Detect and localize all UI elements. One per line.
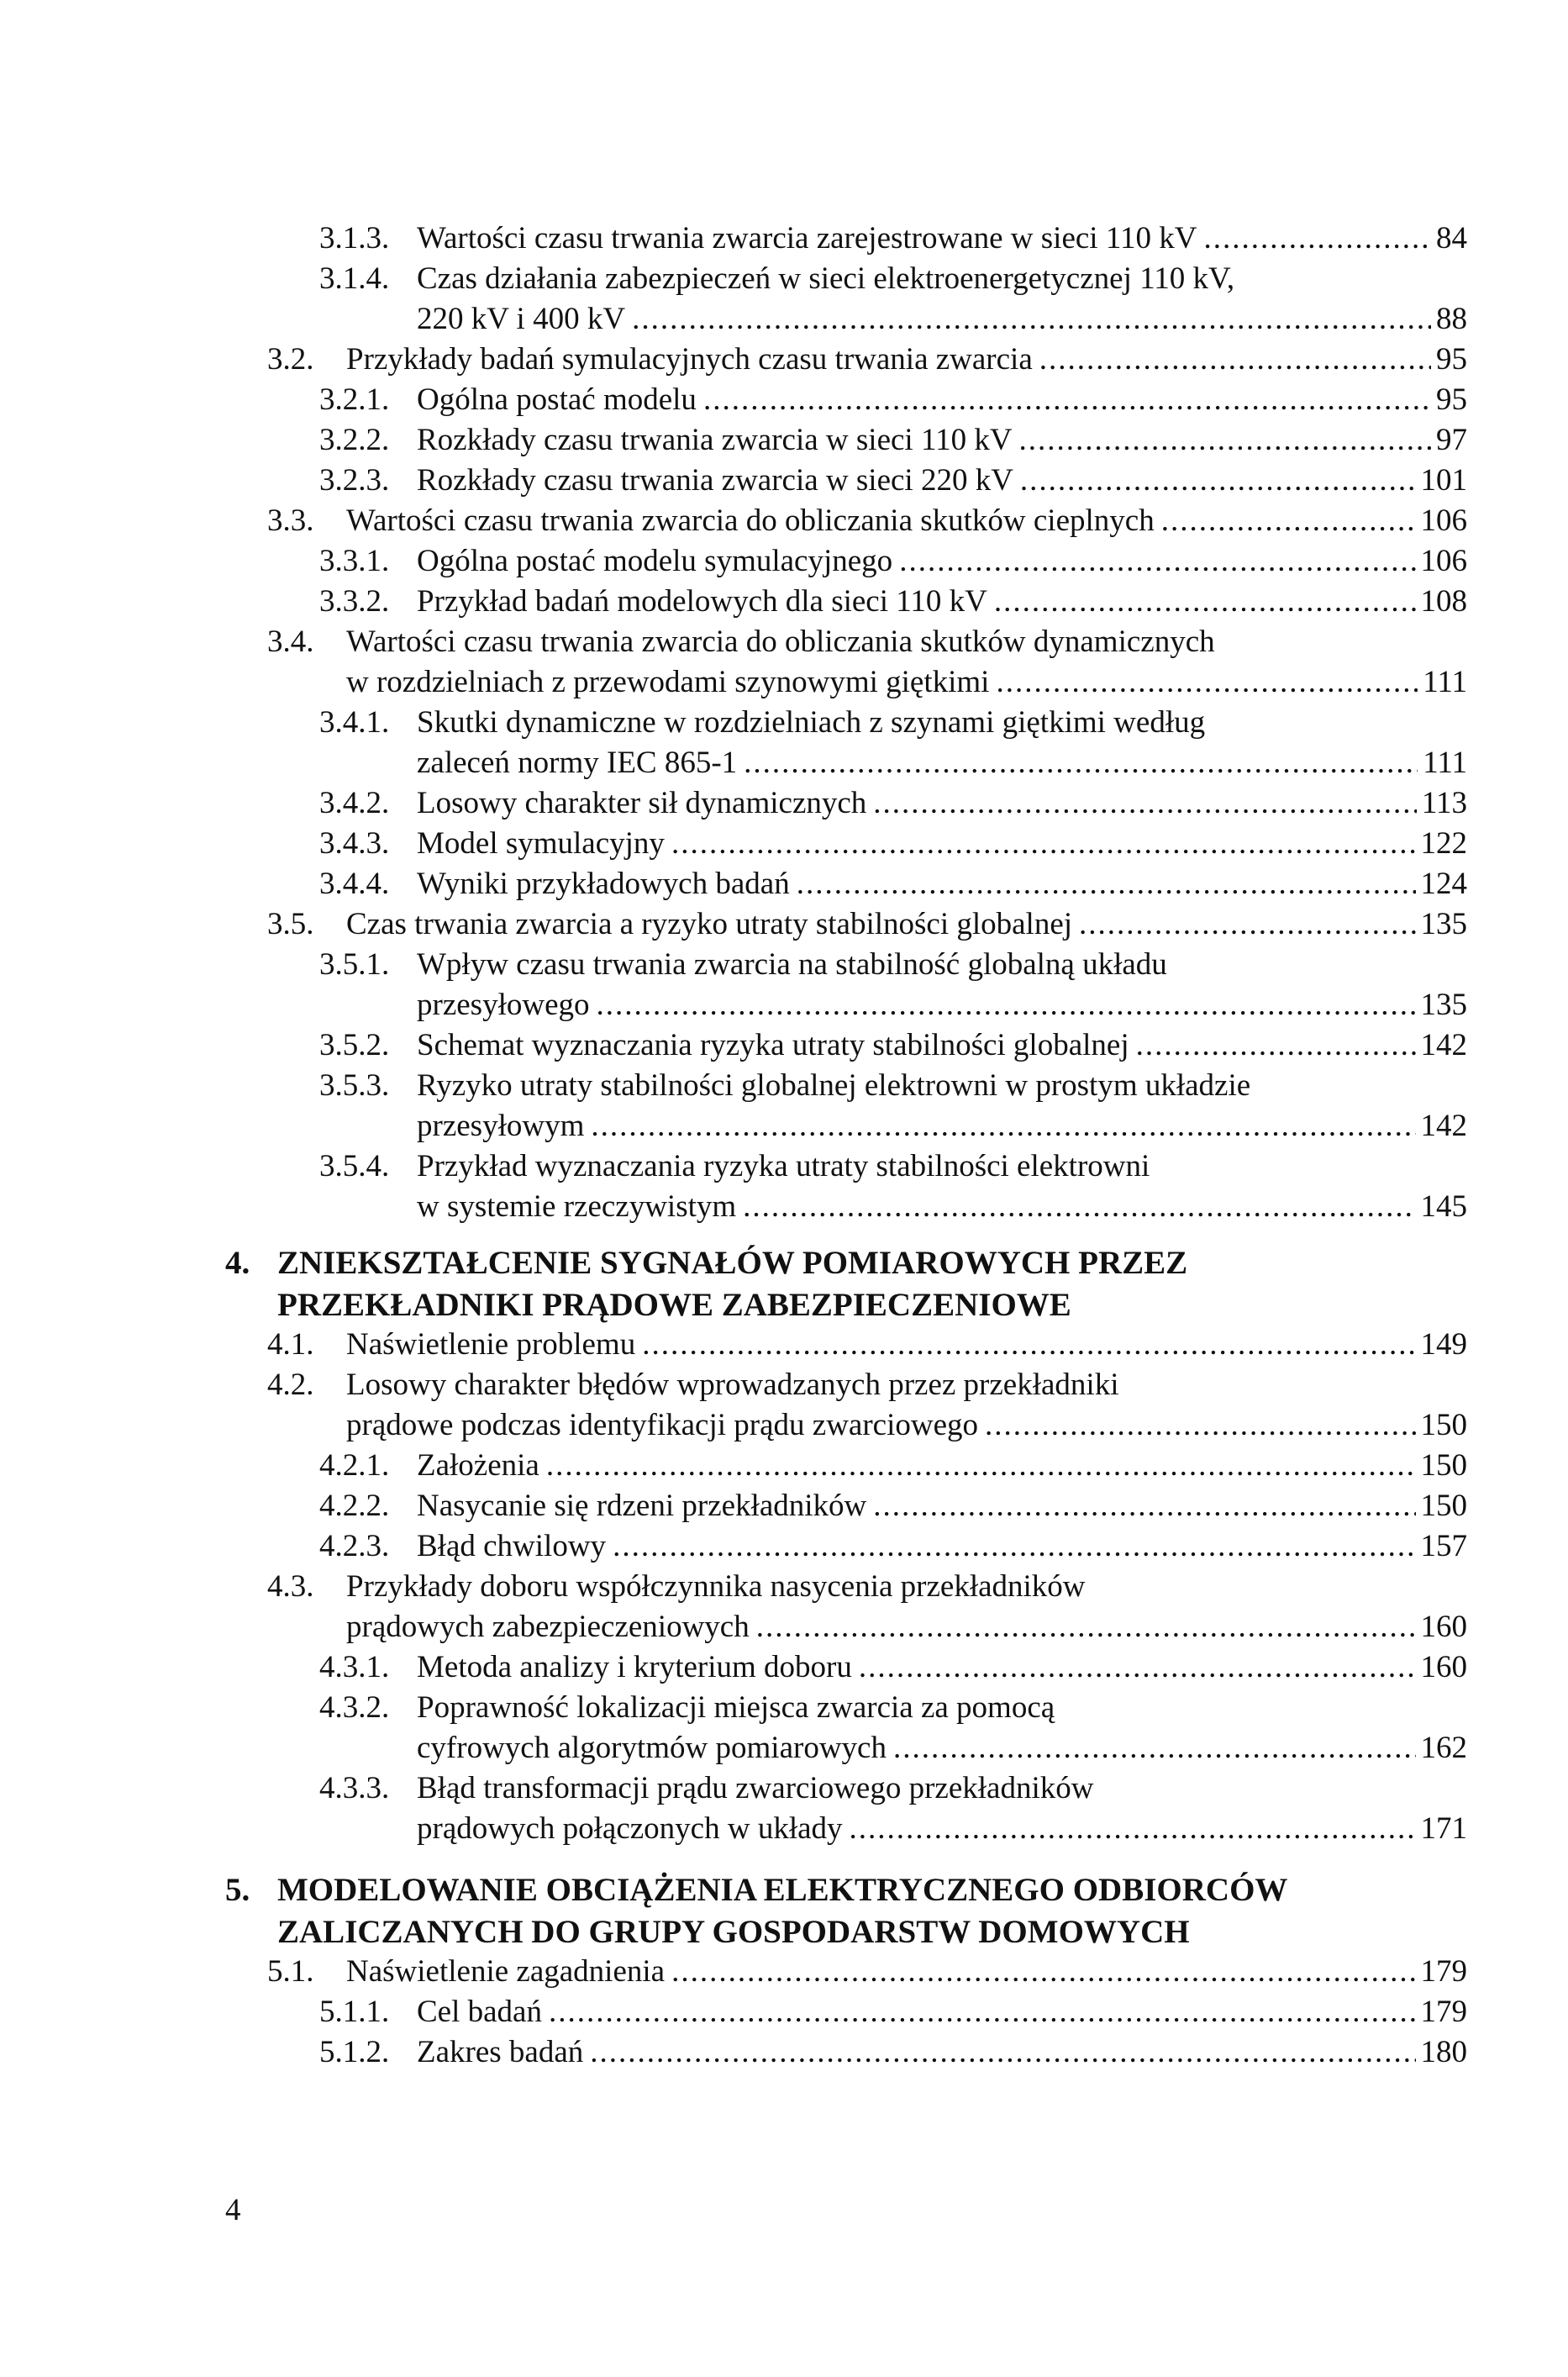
toc-number: 5.1.2. xyxy=(319,2035,390,2069)
toc-number: 3.5.2. xyxy=(319,1028,390,1062)
toc-entry xyxy=(0,662,1568,703)
toc-title: cyfrowych algorytmów pomiarowych xyxy=(417,1731,887,1765)
toc-title: Naświetlenie zagadnienia xyxy=(346,1954,666,1989)
toc-entry xyxy=(0,541,1568,582)
toc-title: Czas działania zabezpieczeń w sieci elektroenergetycznej 110 kV, xyxy=(417,261,1235,296)
toc-number: 4.1. xyxy=(267,1327,314,1362)
toc-number: 4.3.1. xyxy=(319,1650,390,1684)
toc-leader-dots xyxy=(859,1647,1416,1688)
toc-leader-dots xyxy=(850,1809,1416,1849)
toc-entry xyxy=(0,1365,1568,1405)
toc-entry xyxy=(0,1405,1568,1446)
toc-page-number: 150 xyxy=(1420,1489,1467,1523)
toc-number: 3.4.3. xyxy=(319,826,390,861)
toc-title: MODELOWANIE OBCIĄŻENIA ELEKTRYCZNEGO ODBIORCÓW xyxy=(277,1872,1288,1908)
toc-title: Skutki dynamiczne w rozdzielniach z szynami giętkimi według xyxy=(417,705,1206,740)
toc-number: 4.2.2. xyxy=(319,1489,390,1523)
toc-title: Wartości czasu trwania zwarcia do obliczania skutków dynamicznych xyxy=(346,625,1215,659)
toc-entry xyxy=(0,1809,1568,1849)
toc-page-number: 179 xyxy=(1420,1995,1467,2029)
toc-number: 5.1.1. xyxy=(319,1995,390,2029)
toc-entry xyxy=(0,2032,1568,2073)
toc-title: Przykłady doboru współczynnika nasycenia przekładników xyxy=(346,1569,1086,1604)
toc-entry xyxy=(0,1647,1568,1688)
toc-title: Ogólna postać modelu symulacyjnego xyxy=(417,544,893,578)
toc-entry xyxy=(0,582,1568,622)
toc-entry xyxy=(0,1146,1568,1187)
toc-leader-dots xyxy=(632,299,1431,340)
toc-leader-dots xyxy=(744,743,1418,783)
toc-page-number: 95 xyxy=(1436,382,1467,417)
toc-page-number: 160 xyxy=(1420,1650,1467,1684)
toc-number: 3.5.3. xyxy=(319,1068,390,1103)
toc-entry xyxy=(0,1446,1568,1486)
toc-leader-dots xyxy=(546,1446,1416,1486)
toc-entry xyxy=(0,380,1568,420)
toc-entry xyxy=(0,1325,1568,1365)
toc-leader-dots xyxy=(756,1607,1416,1647)
toc-number: 3.5.4. xyxy=(319,1149,390,1183)
toc-leader-dots xyxy=(1079,904,1415,945)
toc-leader-dots xyxy=(671,1952,1415,1992)
toc-page-number: 145 xyxy=(1420,1189,1467,1224)
toc-title: Czas trwania zwarcia a ryzyko utraty stabilności globalnej xyxy=(346,907,1073,941)
toc-page-number: 111 xyxy=(1423,665,1467,699)
toc-entry xyxy=(0,985,1568,1025)
toc-leader-dots xyxy=(1019,420,1431,461)
toc-page-number: 135 xyxy=(1420,988,1467,1022)
toc-leader-dots xyxy=(597,985,1416,1025)
toc-number: 5.1. xyxy=(267,1954,314,1989)
toc-page-number: 95 xyxy=(1436,342,1467,377)
toc-number: 4.2.1. xyxy=(319,1448,390,1483)
toc-number: 3.4.1. xyxy=(319,705,390,740)
toc-leader-dots xyxy=(590,2032,1415,2073)
toc-leader-dots xyxy=(642,1325,1415,1365)
toc-title: Ogólna postać modelu xyxy=(417,382,697,417)
toc-title: Naświetlenie problemu xyxy=(346,1327,636,1362)
toc-leader-dots xyxy=(1161,501,1416,541)
toc-title: w systemie rzeczywistym xyxy=(417,1189,737,1224)
toc-entry xyxy=(0,219,1568,259)
toc-entry xyxy=(0,1567,1568,1607)
toc-page-number: 135 xyxy=(1420,907,1467,941)
toc-page-number: 179 xyxy=(1420,1954,1467,1989)
toc-title: Wpływ czasu trwania zwarcia na stabilność globalną układu xyxy=(417,947,1167,982)
toc-page-number: 106 xyxy=(1420,503,1467,538)
toc-title: zaleceń normy IEC 865-1 xyxy=(417,746,738,780)
toc-number: 3.3.1. xyxy=(319,544,390,578)
toc-title: w rozdzielniach z przewodami szynowymi giętkimi xyxy=(346,665,990,699)
toc-title: Nasycanie się rdzeni przekładników xyxy=(417,1489,867,1523)
toc-title: Przykład badań modelowych dla sieci 110 kV xyxy=(417,584,987,619)
toc-entry xyxy=(0,340,1568,380)
toc-page-number: 84 xyxy=(1436,221,1467,256)
toc-leader-dots xyxy=(873,1486,1415,1526)
toc-entry xyxy=(0,299,1568,340)
toc-title: Zakres badań xyxy=(417,2035,584,2069)
toc-title: Przykład wyznaczania ryzyka utraty stabilności elektrowni xyxy=(417,1149,1150,1183)
toc-number: 3.5. xyxy=(267,907,314,941)
toc-entry xyxy=(0,622,1568,662)
toc-entry xyxy=(0,1768,1568,1809)
toc-entry xyxy=(0,1025,1568,1066)
toc-title: ZALICZANYCH DO GRUPY GOSPODARSTW DOMOWYCH xyxy=(277,1914,1190,1950)
toc-entry xyxy=(0,864,1568,904)
toc-page-number: 157 xyxy=(1420,1529,1467,1563)
toc-number: 4. xyxy=(225,1245,250,1281)
toc-leader-dots xyxy=(899,541,1415,582)
toc-title: prądowych zabezpieczeniowych xyxy=(346,1610,750,1644)
toc-page-number: 180 xyxy=(1420,2035,1467,2069)
toc-leader-dots xyxy=(873,783,1417,824)
toc-entry xyxy=(0,1187,1568,1227)
toc-entry xyxy=(0,743,1568,783)
toc-title: Cel badań xyxy=(417,1995,542,2029)
toc-leader-dots xyxy=(1020,461,1416,501)
toc-page-number: 160 xyxy=(1420,1610,1467,1644)
toc-leader-dots xyxy=(549,1992,1416,2032)
toc-number: 4.3. xyxy=(267,1569,314,1604)
toc-number: 4.3.3. xyxy=(319,1771,390,1805)
toc-number: 3.4. xyxy=(267,625,314,659)
toc-entry xyxy=(0,783,1568,824)
toc-title: przesyłowego xyxy=(417,988,590,1022)
toc-number: 3.2.1. xyxy=(319,382,390,417)
toc-page-number: 142 xyxy=(1420,1109,1467,1143)
toc-title: Założenia xyxy=(417,1448,539,1483)
toc-number: 4.2. xyxy=(267,1368,314,1402)
toc-number: 3.2.3. xyxy=(319,463,390,498)
toc-number: 4.3.2. xyxy=(319,1690,390,1725)
toc-entry xyxy=(0,1607,1568,1647)
toc-number: 5. xyxy=(225,1872,250,1908)
toc-entry xyxy=(0,824,1568,864)
toc-entry xyxy=(0,1952,1568,1992)
toc-number: 3.3.2. xyxy=(319,584,390,619)
toc-leader-dots xyxy=(1203,219,1431,259)
toc-title: Wartości czasu trwania zwarcia do obliczania skutków cieplnych xyxy=(346,503,1155,538)
toc-page-number: 106 xyxy=(1420,544,1467,578)
toc-number: 3.4.4. xyxy=(319,867,390,901)
toc-title: Losowy charakter błędów wprowadzanych przez przekładniki xyxy=(346,1368,1119,1402)
toc-page-number: 150 xyxy=(1420,1408,1467,1442)
toc-number: 3.1.3. xyxy=(319,221,390,256)
toc-leader-dots xyxy=(613,1526,1415,1567)
toc-entry xyxy=(0,703,1568,743)
toc-title: prądowych połączonych w układy xyxy=(417,1811,843,1846)
toc-title: Rozkłady czasu trwania zwarcia w sieci 110 kV xyxy=(417,423,1013,457)
toc-page-number: 108 xyxy=(1420,584,1467,619)
toc-entry xyxy=(0,1066,1568,1106)
toc-leader-dots xyxy=(893,1728,1416,1768)
toc-entry xyxy=(0,420,1568,461)
toc-number: 3.1.4. xyxy=(319,261,390,296)
toc-title: ZNIEKSZTAŁCENIE SYGNAŁÓW POMIAROWYCH PRZEZ xyxy=(277,1245,1188,1281)
toc-page-number: 111 xyxy=(1423,746,1467,780)
toc-number: 3.5.1. xyxy=(319,947,390,982)
toc-title: Poprawność lokalizacji miejsca zwarcia za pomocą xyxy=(417,1690,1055,1725)
toc-title: Model symulacyjny xyxy=(417,826,665,861)
toc-entry xyxy=(0,1728,1568,1768)
toc-page-number: 149 xyxy=(1420,1327,1467,1362)
toc-page-number: 142 xyxy=(1420,1028,1467,1062)
toc-leader-dots xyxy=(994,582,1416,622)
toc-leader-dots xyxy=(797,864,1416,904)
toc-title: Wyniki przykładowych badań xyxy=(417,867,790,901)
toc-title: Rozkłady czasu trwania zwarcia w sieci 220 kV xyxy=(417,463,1013,498)
toc-title: przesyłowym xyxy=(417,1109,585,1143)
toc-title: Ryzyko utraty stabilności globalnej elektrowni w prostym układzie xyxy=(417,1068,1251,1103)
toc-leader-dots xyxy=(996,662,1418,703)
toc-page-number: 101 xyxy=(1420,463,1467,498)
toc-entry xyxy=(0,1992,1568,2032)
toc-entry xyxy=(0,1106,1568,1146)
toc-title: 220 kV i 400 kV xyxy=(417,302,626,336)
toc-leader-dots xyxy=(703,380,1431,420)
toc-number: 4.2.3. xyxy=(319,1529,390,1563)
toc-page-number: 171 xyxy=(1420,1811,1467,1846)
toc-entry xyxy=(0,259,1568,299)
toc-title: Błąd chwilowy xyxy=(417,1529,607,1563)
page-number: 4 xyxy=(225,2193,241,2227)
toc-number: 3.3. xyxy=(267,503,314,538)
toc-leader-dots xyxy=(1136,1025,1416,1066)
toc-title: Losowy charakter sił dynamicznych xyxy=(417,786,867,820)
toc-leader-dots xyxy=(743,1187,1415,1227)
toc-entry xyxy=(0,1486,1568,1526)
toc-leader-dots xyxy=(591,1106,1415,1146)
toc-title: Przykłady badań symulacyjnych czasu trwania zwarcia xyxy=(346,342,1033,377)
toc-leader-dots xyxy=(985,1405,1415,1446)
toc-leader-dots xyxy=(671,824,1416,864)
toc-title: Metoda analizy i kryterium doboru xyxy=(417,1650,852,1684)
toc-page-number: 150 xyxy=(1420,1448,1467,1483)
toc-title: Wartości czasu trwania zwarcia zarejestrowane w sieci 110 kV xyxy=(417,221,1197,256)
toc-number: 3.2.2. xyxy=(319,423,390,457)
toc-page-number: 162 xyxy=(1420,1731,1467,1765)
toc-leader-dots xyxy=(1039,340,1431,380)
toc-title: PRZEKŁADNIKI PRĄDOWE ZABEZPIECZENIOWE xyxy=(277,1287,1071,1323)
toc-title: Błąd transformacji prądu zwarciowego przekładników xyxy=(417,1771,1094,1805)
toc-entry xyxy=(0,904,1568,945)
toc-page-number: 122 xyxy=(1420,826,1467,861)
toc-number: 3.2. xyxy=(267,342,314,377)
toc-number: 3.4.2. xyxy=(319,786,390,820)
toc-entry xyxy=(0,461,1568,501)
toc-entry xyxy=(0,501,1568,541)
toc-entry xyxy=(0,1526,1568,1567)
toc-page-number: 113 xyxy=(1421,786,1467,820)
toc-entry xyxy=(0,1688,1568,1728)
toc-title: prądowe podczas identyfikacji prądu zwarciowego xyxy=(346,1408,979,1442)
toc-page-number: 97 xyxy=(1436,423,1467,457)
toc-page-number: 124 xyxy=(1420,867,1467,901)
toc-title: Schemat wyznaczania ryzyka utraty stabilności globalnej xyxy=(417,1028,1129,1062)
toc-page-number: 88 xyxy=(1436,302,1467,336)
toc-entry xyxy=(0,945,1568,985)
